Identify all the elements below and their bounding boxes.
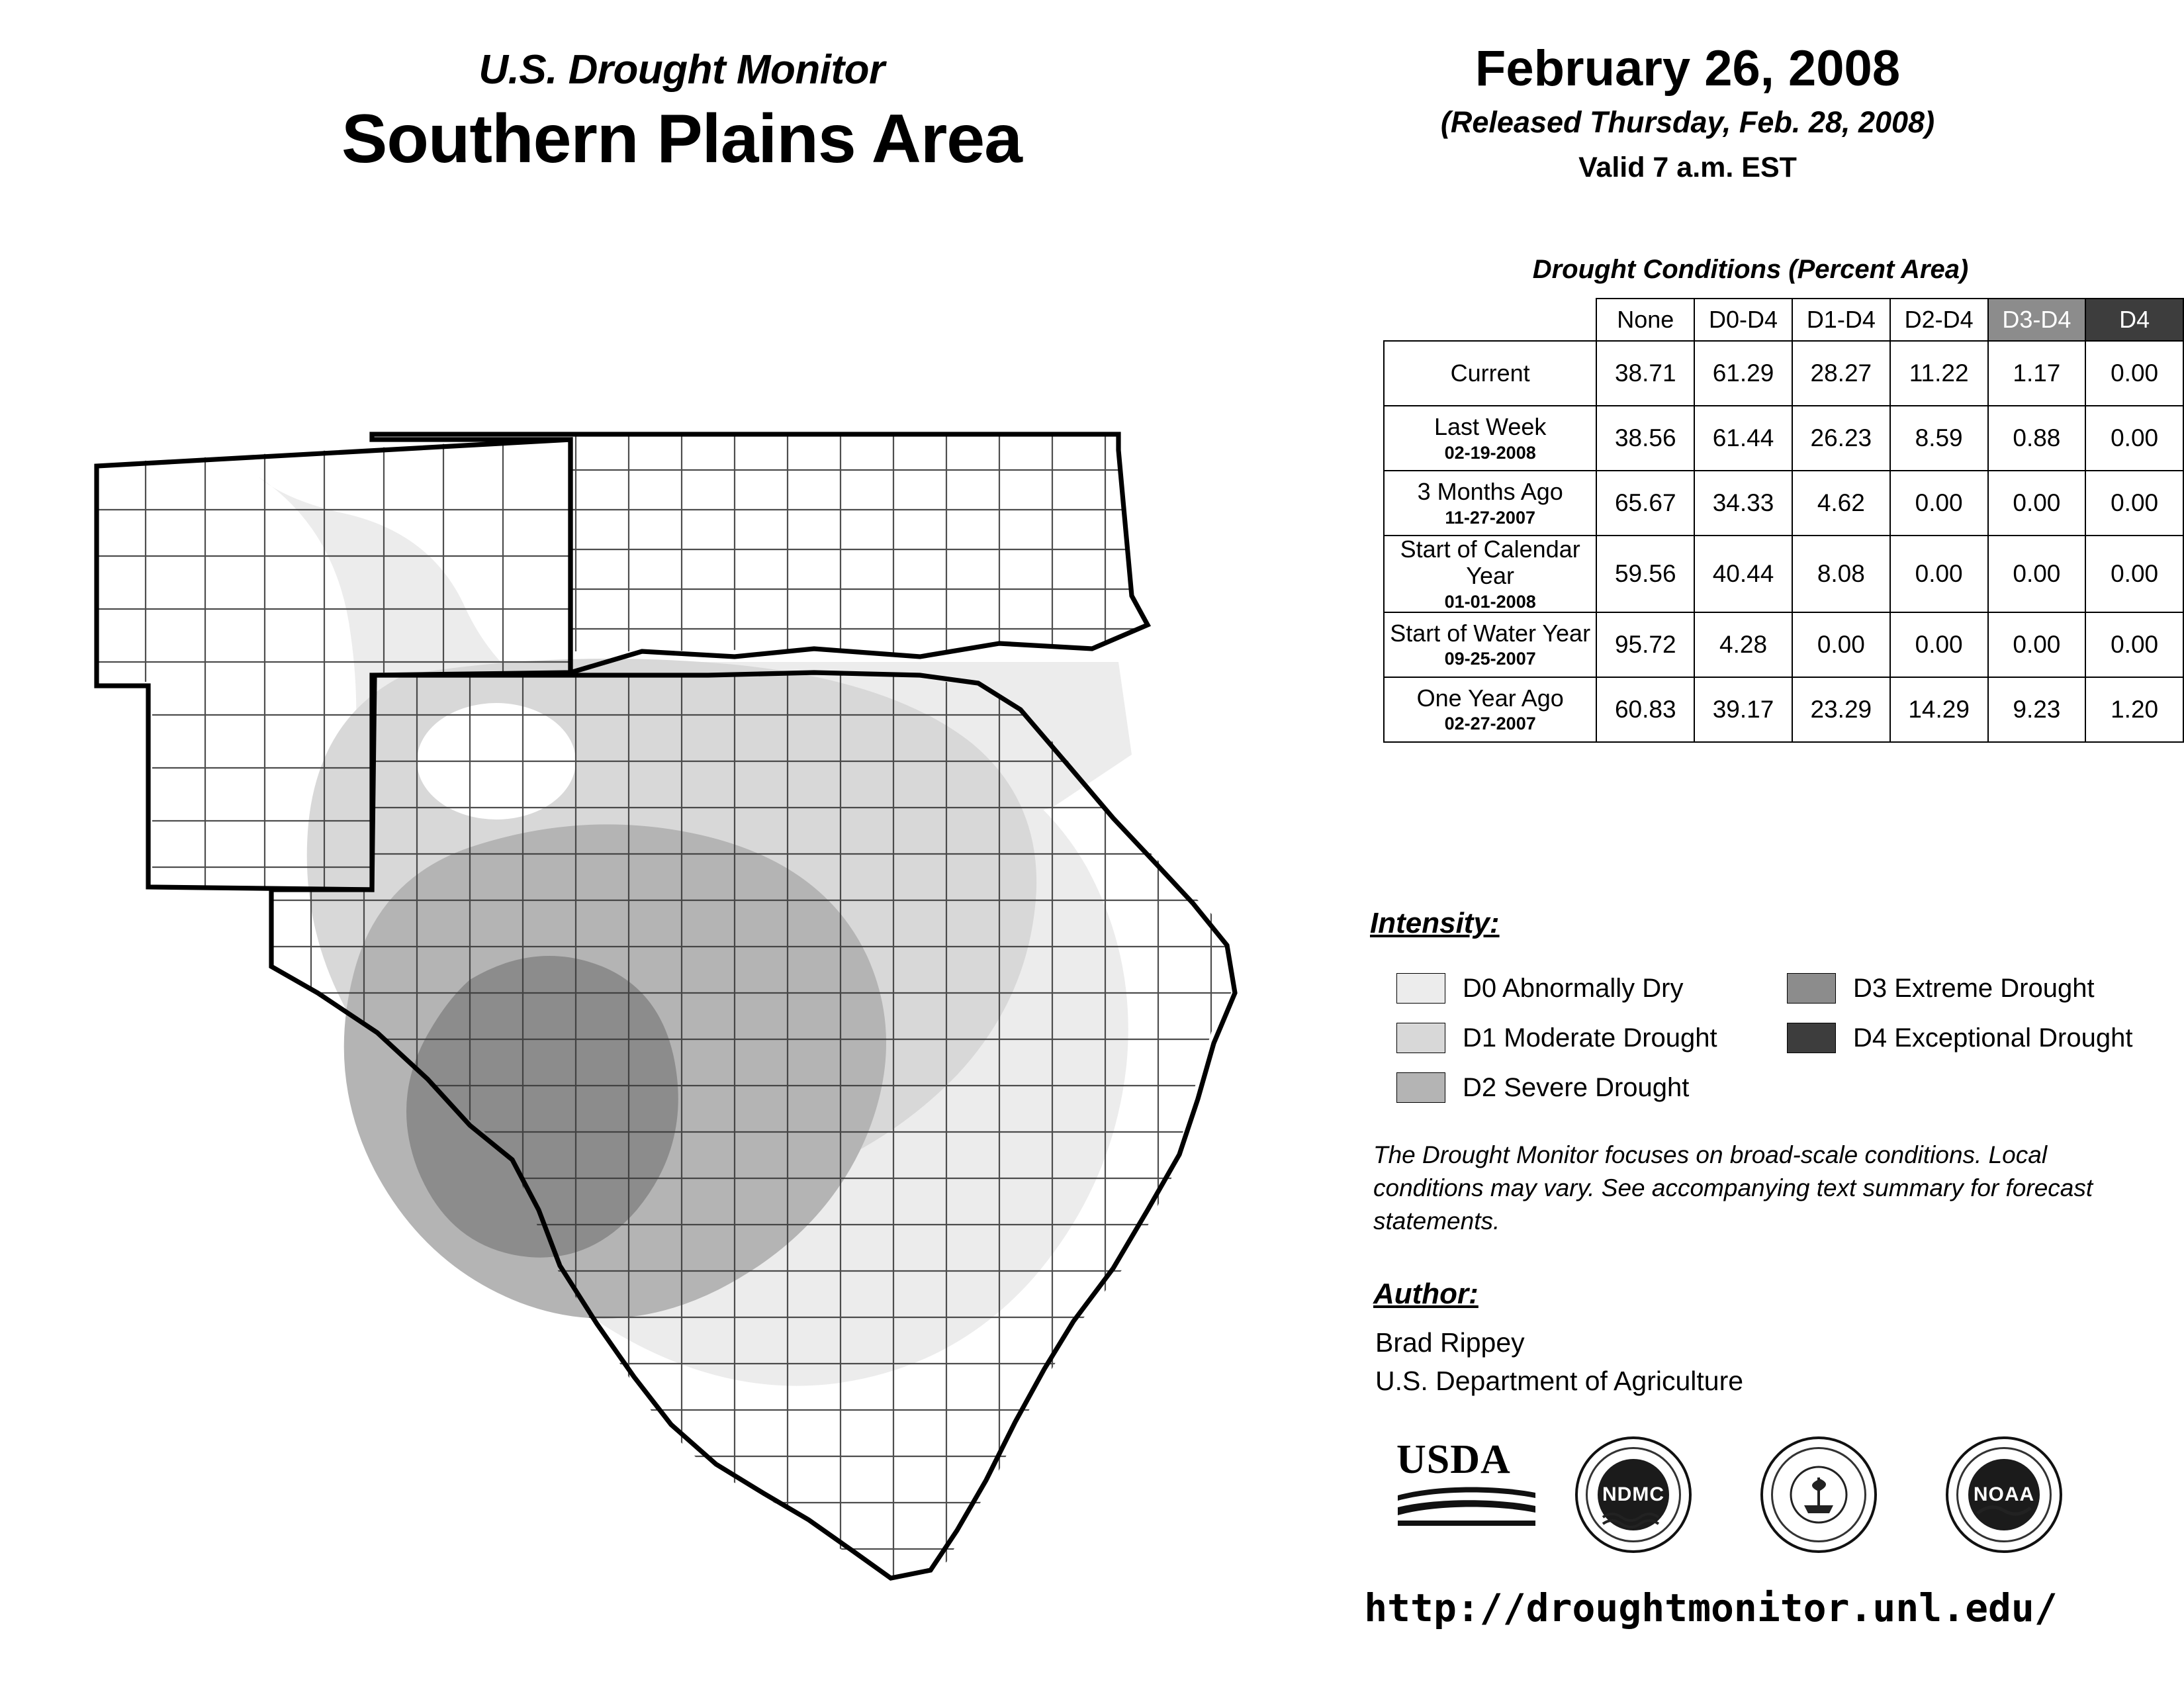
ndmc-seal [1575, 1436, 1692, 1553]
table-row [1384, 677, 2183, 742]
legend-item-d4 [1787, 1023, 2132, 1053]
disclaimer-text: The Drought Monitor focuses on broad-scale conditions. Local conditions may vary. See accompanying text summary for forecast statements. [1373, 1141, 2093, 1235]
legend-label-d4: D4 Exceptional Drought [1853, 1023, 2133, 1053]
legend-swatch-d1 [1396, 1023, 1445, 1053]
cell-lastweek-d0d4: 61.44 [1694, 406, 1792, 471]
row-label-text: 3 Months Ago [1417, 478, 1563, 506]
cell-wateryear-d2d4: 0.00 [1890, 612, 1988, 677]
usda-logo-mark [1396, 1483, 1542, 1530]
cell-calyear-d0d4: 40.44 [1694, 536, 1792, 612]
ndmc-seal-waves [1578, 1439, 1689, 1550]
cell-calyear-d3d4: 0.00 [1988, 536, 2086, 612]
table-header-row [1384, 299, 2183, 341]
cell-calyear-d4: 0.00 [2085, 536, 2183, 612]
author-organization: U.S. Department of Agriculture [1375, 1366, 1744, 1396]
cell-oneyear-d0d4: 39.17 [1694, 677, 1792, 742]
title-secondary: Southern Plains Area [341, 101, 1022, 177]
row-label-current [1384, 341, 1596, 406]
website-url: http://droughtmonitor.unl.edu/ [1364, 1585, 2058, 1630]
legend-swatch-d3 [1787, 973, 1836, 1004]
cell-oneyear-d1d4: 23.29 [1792, 677, 1890, 742]
row-label-text: Last Week [1433, 413, 1547, 441]
noaa-seal-bird-icon [1948, 1439, 2060, 1550]
cell-3months-d2d4: 0.00 [1890, 471, 1988, 536]
legend-item-d0 [1396, 973, 1683, 1004]
legend-label-d1: D1 Moderate Drought [1463, 1023, 1717, 1053]
table-row [1384, 536, 2183, 612]
page-title [218, 46, 1145, 179]
drought-conditions-table [1383, 298, 2184, 743]
doc-seal-ship-icon [1763, 1439, 1874, 1550]
cell-current-d4: 0.00 [2085, 341, 2183, 406]
cell-current-d0d4: 61.29 [1694, 341, 1792, 406]
cell-oneyear-none: 60.83 [1596, 677, 1694, 742]
table-row [1384, 471, 2183, 536]
row-label-last-week [1384, 406, 1596, 471]
date-block [1291, 40, 2085, 184]
row-label-one-year-ago [1384, 677, 1596, 742]
cell-calyear-d2d4: 0.00 [1890, 536, 1988, 612]
table-caption: Drought Conditions (Percent Area) [1532, 255, 1969, 284]
cell-wateryear-none: 95.72 [1596, 612, 1694, 677]
cell-current-d1d4: 28.27 [1792, 341, 1890, 406]
legend-label-d3: D3 Extreme Drought [1853, 973, 2095, 1003]
noaa-seal [1946, 1436, 2062, 1553]
row-label-text: Current [1450, 359, 1530, 387]
cell-current-d2d4: 11.22 [1890, 341, 1988, 406]
cell-oneyear-d4: 1.20 [2085, 677, 2183, 742]
cell-lastweek-d4: 0.00 [2085, 406, 2183, 471]
legend-label-d2: D2 Severe Drought [1463, 1072, 1690, 1102]
doc-logo [1760, 1436, 1877, 1553]
row-label-3-months-ago [1384, 471, 1596, 536]
row-label-text: Start of Calendar Year [1400, 536, 1580, 590]
row-label-text: One Year Ago [1416, 684, 1564, 712]
row-label-date: 11-27-2007 [1445, 507, 1535, 528]
noaa-seal-text: NOAA [1968, 1459, 2040, 1530]
cell-current-none: 38.71 [1596, 341, 1694, 406]
column-header-d4: D4 [2085, 299, 2183, 341]
table-row [1384, 341, 2183, 406]
legend-item-d1 [1396, 1023, 1717, 1053]
author-name: Brad Rippey [1375, 1327, 1525, 1358]
release-date: (Released Thursday, Feb. 28, 2008) [1440, 105, 1935, 139]
usda-logo [1396, 1436, 1542, 1533]
column-header-none: None [1596, 299, 1694, 341]
valid-date: February 26, 2008 [1475, 40, 1901, 97]
logo-strip [1383, 1436, 2111, 1552]
usda-logo-text: USDA [1396, 1437, 1511, 1482]
row-label-date: 09-25-2007 [1444, 649, 1536, 669]
cell-lastweek-none: 38.56 [1596, 406, 1694, 471]
cell-lastweek-d1d4: 26.23 [1792, 406, 1890, 471]
table-row [1384, 406, 2183, 471]
table-corner-cell [1384, 299, 1596, 341]
title-primary: U.S. Drought Monitor [478, 47, 885, 93]
author-heading: Author: [1373, 1278, 1479, 1310]
legend-swatch-d0 [1396, 973, 1445, 1004]
drought-map[interactable] [73, 410, 1291, 1628]
row-label-text: Start of Water Year [1390, 620, 1591, 647]
row-label-date: 02-19-2008 [1444, 442, 1536, 463]
ndmc-seal-text: NDMC [1598, 1459, 1669, 1530]
cell-oneyear-d3d4: 9.23 [1988, 677, 2086, 742]
row-label-start-water-year [1384, 612, 1596, 677]
map-svg[interactable] [73, 410, 1291, 1628]
table-row [1384, 612, 2183, 677]
legend-item-d3 [1787, 973, 2095, 1004]
cell-wateryear-d1d4: 0.00 [1792, 612, 1890, 677]
cell-oneyear-d2d4: 14.29 [1890, 677, 1988, 742]
cell-3months-d1d4: 4.62 [1792, 471, 1890, 536]
column-header-d3d4: D3-D4 [1988, 299, 2086, 341]
noaa-logo [1946, 1436, 2062, 1553]
intensity-heading: Intensity: [1370, 907, 1500, 939]
cell-calyear-d1d4: 8.08 [1792, 536, 1890, 612]
row-label-date: 02-27-2007 [1444, 714, 1536, 734]
cell-lastweek-d3d4: 0.88 [1988, 406, 2086, 471]
column-header-d1d4: D1-D4 [1792, 299, 1890, 341]
row-label-date: 01-01-2008 [1444, 591, 1536, 612]
cell-calyear-none: 59.56 [1596, 536, 1694, 612]
legend-item-d2 [1396, 1072, 1689, 1103]
column-header-d0d4: D0-D4 [1694, 299, 1792, 341]
doc-seal [1760, 1436, 1877, 1553]
cell-lastweek-d2d4: 8.59 [1890, 406, 1988, 471]
cell-wateryear-d4: 0.00 [2085, 612, 2183, 677]
cell-3months-d4: 0.00 [2085, 471, 2183, 536]
valid-time: Valid 7 a.m. EST [1578, 152, 1797, 183]
legend-swatch-d2 [1396, 1072, 1445, 1103]
cell-3months-d3d4: 0.00 [1988, 471, 2086, 536]
cell-wateryear-d0d4: 4.28 [1694, 612, 1792, 677]
cell-wateryear-d3d4: 0.00 [1988, 612, 2086, 677]
ndmc-logo [1575, 1436, 1692, 1553]
cell-3months-d0d4: 34.33 [1694, 471, 1792, 536]
column-header-d2d4: D2-D4 [1890, 299, 1988, 341]
cell-current-d3d4: 1.17 [1988, 341, 2086, 406]
legend-swatch-d4 [1787, 1023, 1836, 1053]
cell-3months-none: 65.67 [1596, 471, 1694, 536]
row-label-start-calendar-year [1384, 536, 1596, 612]
legend-label-d0: D0 Abnormally Dry [1463, 973, 1684, 1003]
